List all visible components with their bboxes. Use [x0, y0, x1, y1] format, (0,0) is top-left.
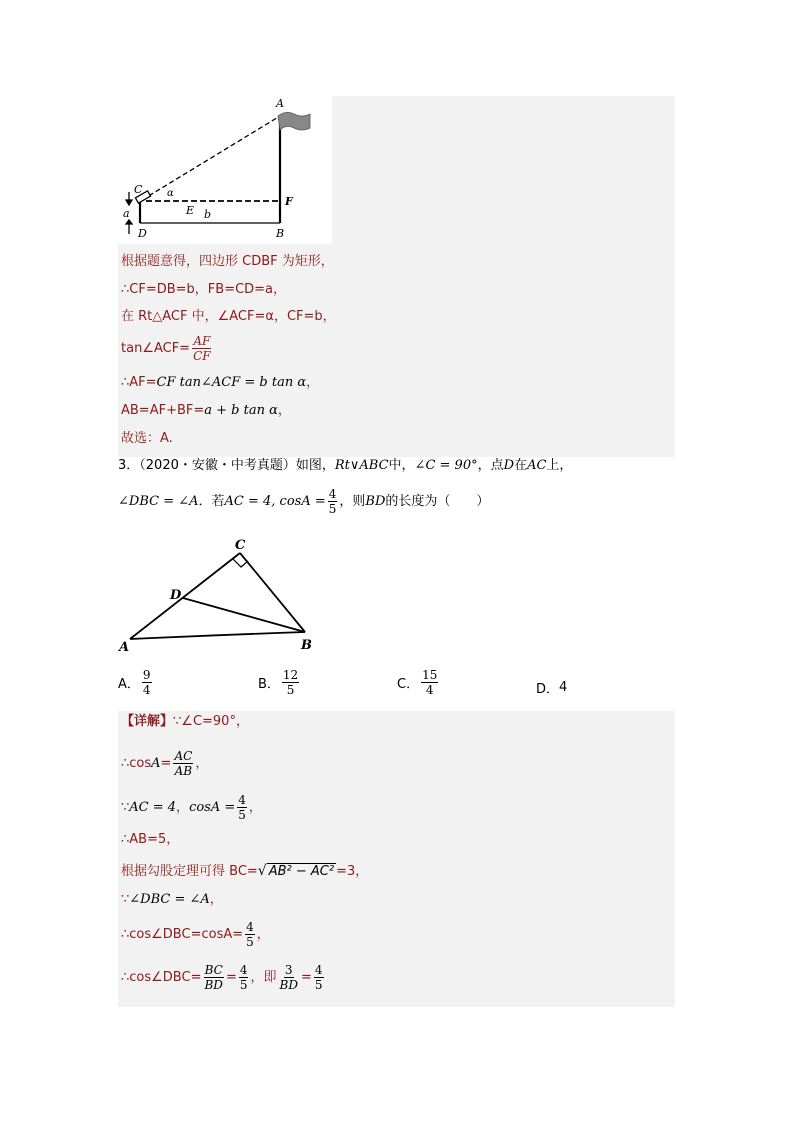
label-alpha: α — [167, 188, 174, 199]
label-a-top: A — [276, 97, 284, 110]
fraction-bc-bd: $\frac{BC}{BD}$ — [204, 963, 223, 992]
sol1-line-1: 根据题意得，四边形 CDBF 为矩形， — [121, 254, 334, 269]
label-a2: A — [119, 640, 130, 655]
option-b-fraction: $\frac{12}{5}$ — [282, 668, 299, 697]
flagpole-figure — [118, 96, 332, 244]
sol2-line-3: ∵AC = 4，cosA = $\frac{4}{5}$ ， — [121, 793, 262, 822]
option-c-fraction: $\frac{15}{4}$ — [422, 668, 438, 697]
label-c2: C — [235, 538, 246, 553]
fraction-4-5-s8b: $\frac{4}{5}$ — [314, 963, 323, 992]
label-d2: D — [170, 588, 182, 603]
triangle-figure — [115, 535, 325, 655]
fraction-ac-ab: $\frac{AC}{AB}$ — [174, 749, 193, 778]
sol1-line-5: ∴AF=CF tan∠ACF = b tan α， — [121, 375, 320, 390]
option-d[interactable]: D． 4 — [536, 680, 568, 697]
label-b: B — [276, 227, 285, 240]
side-ab — [130, 632, 305, 639]
label-b2: B — [301, 638, 312, 653]
fraction-4-5-s8a: $\frac{4}{5}$ — [239, 963, 248, 992]
label-d: D — [138, 227, 147, 240]
label-c: C — [134, 183, 143, 196]
label-b-len: b — [204, 208, 212, 221]
sol1-line-3: 在 Rt△ACF 中，∠ACF=α，CF=b， — [121, 309, 336, 324]
segment-db — [183, 598, 305, 632]
sqrt-expression: AB² − AC² — [268, 864, 335, 879]
label-a-height: a — [123, 207, 130, 220]
label-e: E — [186, 204, 195, 217]
fraction-4-5-s3: $\frac{4}{5}$ — [238, 793, 246, 822]
question-3-line-1: 3．（2020・安徽・中考真题）如图，Rt∨ABC中，∠C = 90°，点D在AC上， — [118, 458, 573, 473]
sol1-line-4 — [121, 334, 214, 363]
sol2-line-7: ∴cos∠DBC=cosA= $\frac{4}{5}$ ， — [121, 920, 270, 949]
option-a[interactable]: A． $\frac{9}{4}$ — [118, 668, 151, 697]
sol2-line-1: 【详解】∵∠C=90°， — [121, 714, 249, 729]
fraction-4-5-q: $\frac{4}{5}$ — [328, 487, 337, 516]
sol2-line-8: ∴cos∠DBC= $\frac{BC}{BD}$ = $\frac{4}{5}$ ，即 $\frac{3}{BD}$ = $\frac{4}{5}$ — [121, 963, 323, 992]
option-a-fraction: $\frac{9}{4}$ — [142, 668, 151, 697]
sol1-l5-math: CF tan∠ACF = b tan α — [156, 375, 307, 390]
sol1-l6-math: a + b tan α — [204, 403, 278, 418]
detail-tag: 【详解】 — [121, 714, 174, 729]
sol1-line-7: 故选：A. — [121, 431, 173, 446]
option-c[interactable]: C． $\frac{15}{4}$ — [397, 668, 438, 697]
sol1-line-2: ∴CF=DB=b，FB=CD=a， — [121, 282, 287, 297]
sol2-line-2: ∴cosA= $\frac{AC}{AB}$ ， — [121, 749, 209, 778]
sol2-line-6: ∵∠DBC = ∠A， — [121, 892, 223, 907]
option-b[interactable]: B． $\frac{12}{5}$ — [258, 668, 299, 697]
side-ac — [130, 553, 240, 639]
fraction-4-5-s7: $\frac{4}{5}$ — [246, 920, 254, 949]
sol2-line-5: 根据勾股定理可得 BC=√ AB² − AC² =3， — [121, 863, 369, 879]
fraction-af-cf: $\frac{AF}{CF}$ — [193, 334, 211, 363]
sol1-line-6: AB=AF+BF=a + b tan α， — [121, 403, 291, 418]
side-cb — [240, 553, 305, 632]
sol2-line-4: ∴AB=5， — [121, 832, 180, 847]
sol1-l4-prefix: tan∠ACF= — [121, 341, 191, 356]
question-3-line-2: ∠DBC = ∠A．若AC = 4, cosA = $\frac{4}{5}$ ，则BD的长度为（ ） — [118, 487, 490, 516]
fraction-3-bd: $\frac{3}{BD}$ — [279, 963, 298, 992]
label-f: F — [285, 195, 293, 208]
sightline-ca — [142, 116, 280, 200]
